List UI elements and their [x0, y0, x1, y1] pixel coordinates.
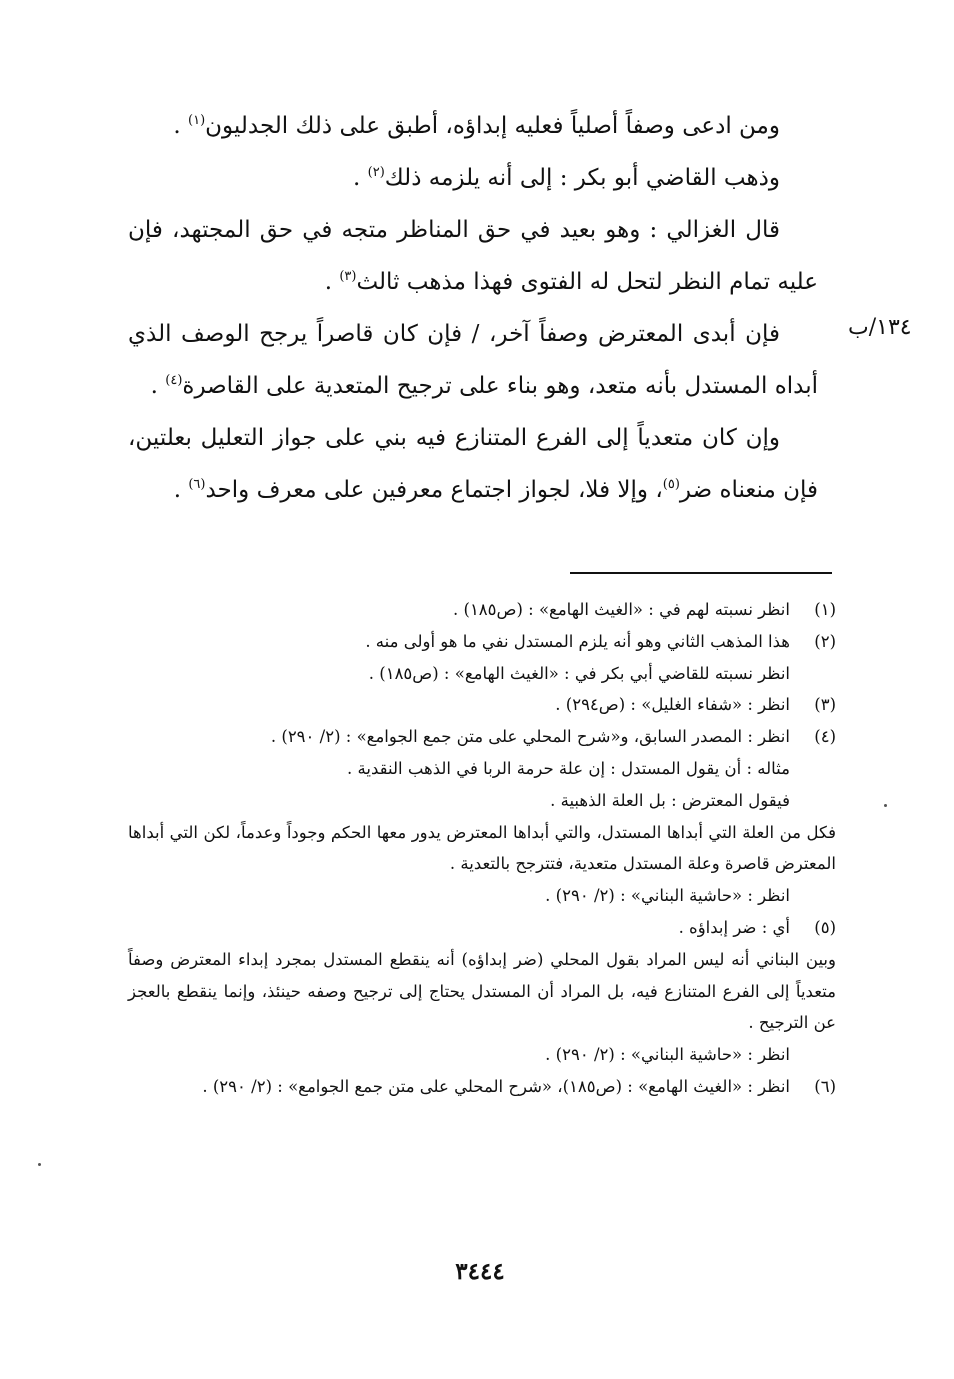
paragraph: فإن أبدى المعترض وصفاً آخر، / فإن كان قاصراً يرجح الوصف الذي أبداه المستدل بأنه متعد، وهو بناء على ترجيح المتعدية على القاصرة$^{(٤)}$ .: [128, 321, 818, 399]
footnote-5: (٥) أي : ضر إبداؤه .: [128, 912, 836, 944]
scan-speck: [884, 804, 887, 807]
footnote-ref[interactable]: (٦): [188, 477, 206, 492]
footnote-2: (٢) هذا المذهب الثاني وهو أنه يلزم المستدل نفي ما هو أولى منه . انظر نسبته للقاضي أبي بكر في : «الغيث الهامع» : (ص١٨٥) .: [128, 626, 836, 690]
footnotes: [128, 594, 836, 1103]
footnote-number: (٤): [814, 727, 836, 747]
scan-speck: [38, 1163, 41, 1166]
footnote-number: (٦): [814, 1076, 836, 1096]
footnote-6: (٦) انظر : «الغيث الهامع» : (ص١٨٥)، «شرح المحلي على متن جمع الجوامع» : (٢/ ٢٩٠) .: [128, 1071, 836, 1103]
footnote-4-continuation: فكل من العلة التي أبداها المستدل، والتي أبداها المعترض يدور معها الحكم وجوداً وعدماً، لكن التي أبداها المعترض قاصرة وعلة المستدل متعدية، فتترجح بالتعدية .: [128, 822, 836, 874]
paragraph: ومن ادعى وصفاً أصلياً فعليه إبداؤه، أطبق على ذلك الجدليون$^{(١)}$ .: [173, 113, 780, 139]
footnote-number: (١): [814, 600, 836, 619]
footnote-ref[interactable]: (١): [188, 113, 206, 128]
footnote-4-reference: انظر : «حاشية البناني» : (٢/ ٢٩٠) .: [545, 886, 790, 906]
footnote-ref[interactable]: (٥): [662, 477, 680, 492]
footnote-number: (٥): [814, 917, 836, 937]
footnote-3: (٣) انظر : «شفاء الغليل» : (ص٢٩٤) .: [128, 689, 836, 721]
footnote-ref[interactable]: (٣): [339, 269, 357, 284]
footnote-5-continuation: وبين البناني أنه ليس المراد بقول المحلي (ضر إبداؤه) أنه ينقطع المستدل بمجرد إبداء المعترض وصفاً متعدياً إلى الفرع المتنازع فيه، بل المراد أن المستدل يحتاج إلى ترجيح وصفه حينئذ، وإنما ينقطع بالعجز عن الترجيح .: [128, 949, 836, 1033]
paragraph: وإن كان متعدياً إلى الفرع المتنازع فيه بني على جواز التعليل بعلتين، فإن منعناه ضر$^{(٥)}$، وإلا فلا، لجواز اجتماع معرفين على معرف واحد$^{(٦)}$ .: [128, 425, 818, 503]
footnote-5-reference: انظر : «حاشية البناني» : (٢/ ٢٩٠) .: [545, 1045, 790, 1065]
page-number: ٣٤٤٤: [455, 1258, 505, 1285]
footnote-1: (١) انظر نسبته لهم في : «الغيث الهامع» : (ص١٨٥) .: [128, 594, 836, 626]
paragraph: وذهب القاضي أبو بكر : إلى أنه يلزمه ذلك$^{(٢)}$ .: [353, 165, 780, 191]
paragraph: قال الغزالي : وهو بعيد في حق المناظر متجه في حق المجتهد، فإن عليه تمام النظر لتحل له الفتوى فهذا مذهب ثالث$^{(٣)}$ .: [128, 217, 818, 295]
main-text: [128, 100, 818, 516]
folio-marker: ١٣٤/ب: [848, 315, 912, 340]
footnote-number: (٣): [814, 695, 836, 715]
footnote-4: (٤) انظر : المصدر السابق، و«شرح المحلي على متن جمع الجوامع» : (٢/ ٢٩٠) . مثاله : أن يقول المستدل : إن علة حرمة الربا في الذهب النقدية . فيقول المعترض : بل العلة الذهبية .: [128, 721, 836, 816]
footnote-number: (٢): [814, 631, 836, 651]
footnote-ref[interactable]: (٢): [367, 165, 385, 180]
footnote-separator: [570, 572, 832, 574]
footnote-ref[interactable]: (٤): [165, 373, 183, 388]
